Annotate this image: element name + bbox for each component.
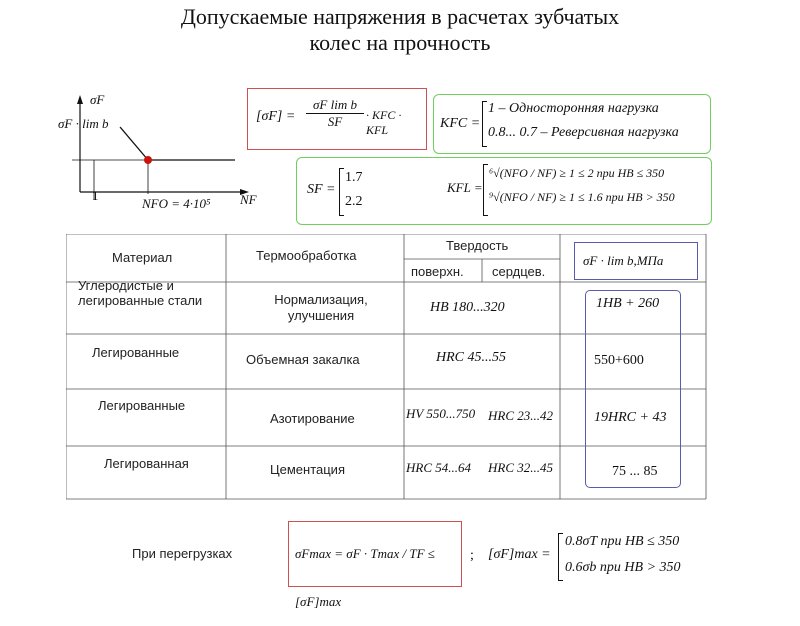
row-2-material: Легированные (92, 345, 180, 360)
sf-kfl-box (296, 157, 712, 225)
sf-row-1: 1.7 (345, 170, 363, 185)
main-formula-fraction (306, 97, 364, 130)
row-2-treatment: Объемная закалка (246, 352, 360, 367)
row-3-sigma: 19HRC + 43 (594, 410, 667, 425)
row-4-material: Легированная (104, 456, 189, 471)
kfl-lhs: KFL = (447, 180, 483, 195)
sf-lhs: SF = (307, 182, 336, 197)
kfl-brace (483, 164, 488, 216)
graph-one-mark: 1 (92, 188, 99, 203)
header-surface: поверхн. (411, 264, 464, 279)
header-core: сердцев. (492, 264, 546, 279)
kfc-row-2: 0.8... 0.7 – Реверсивная нагрузка (488, 125, 679, 140)
header-hardness: Твердость (446, 238, 509, 253)
kfl-row-2: ⁹√(NFO / NF) ≥ 1 ≤ 1.6 при HB > 350 (489, 190, 675, 204)
row-1-sigma: 1HB + 260 (596, 296, 660, 311)
overload-lhs: [σF]max = (488, 547, 551, 562)
row-1-surface: HB 180...320 (430, 300, 505, 315)
kfc-lhs: KFC = (440, 116, 481, 131)
row-3-material: Легированные (98, 398, 186, 413)
nfo-marker (144, 156, 152, 164)
kfc-box (433, 94, 711, 154)
overload-formula-box (288, 521, 462, 609)
row-2-sigma: 550+600 (594, 353, 644, 368)
main-formula-tail: · KFC · KFL (366, 108, 402, 137)
overload-row-2: 0.6σb при HB > 350 (565, 560, 681, 575)
row-4-sigma: 75 ... 85 (612, 464, 658, 479)
overload-brace (558, 533, 563, 581)
header-material: Материал (112, 250, 173, 265)
sigma-values-box (585, 290, 681, 488)
page-title (0, 4, 800, 56)
graph-y-mark: σF · lim b (58, 116, 109, 131)
graph-x-mark: NFO = 4·10⁵ (142, 196, 211, 211)
row-1-treatment: Нормализация, улучшения (274, 292, 368, 323)
overload-separator: ; (470, 548, 474, 563)
kfl-row-1: ⁶√(NFO / NF) ≥ 1 ≤ 2 при HB ≤ 350 (489, 166, 665, 180)
overload-label: При перегрузках (132, 546, 233, 561)
row-4-treatment: Цементация (270, 462, 345, 477)
overload-row-1: 0.8σT при HB ≤ 350 (565, 534, 680, 549)
graph-x-label: NF (240, 192, 257, 207)
overload-formula: σFmax = σF · Tmax / TF ≤ [σF]max (295, 546, 435, 609)
row-3-surface: HV 550...750 (406, 406, 476, 421)
row-2-surface: HRC 45...55 (436, 350, 506, 365)
kfc-row-1: 1 – Односторонняя нагрузка (488, 101, 659, 116)
header-sigma: σF · lim b,МПа (583, 253, 664, 268)
main-formula-lhs: [σF] = (256, 109, 296, 124)
header-treatment: Термообработка (256, 248, 357, 263)
graph-y-label: σF (90, 92, 105, 107)
sf-row-2: 2.2 (345, 194, 363, 209)
main-formula-num: σF lim b (306, 97, 364, 114)
row-4-surface: HRC 54...64 (406, 460, 471, 475)
title-line-1: Допускаемые напряжения в расчетах зубчатых (180, 4, 620, 29)
main-formula-den: SF (327, 114, 343, 129)
row-3-treatment: Азотирование (270, 411, 355, 426)
title-line-2: колес на прочность (309, 30, 491, 55)
row-4-core: HRC 32...45 (488, 460, 553, 475)
kfc-brace (482, 101, 487, 147)
row-1-material: Углеродистые и легированные стали (78, 278, 203, 308)
row-3-core: HRC 23...42 (488, 408, 553, 423)
sf-brace (339, 168, 344, 216)
header-sigma-box (574, 242, 698, 280)
main-formula-box (247, 88, 427, 150)
